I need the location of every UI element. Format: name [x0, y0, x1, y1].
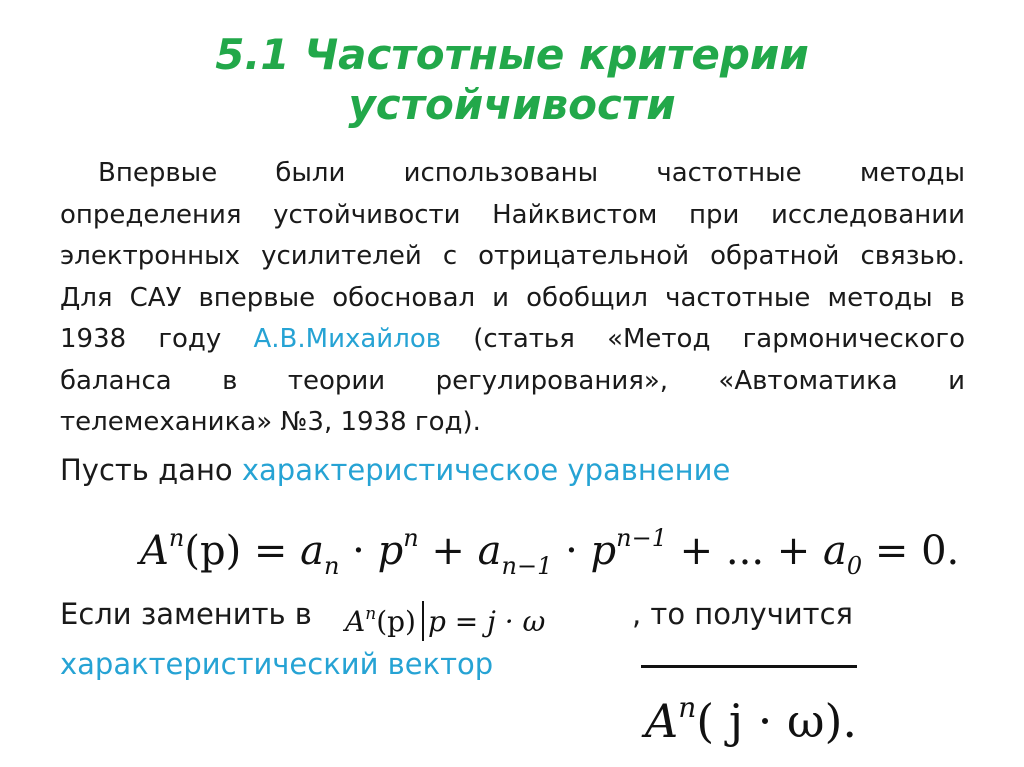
paragraph-line: Впервые были использованы частотные методы: [98, 158, 965, 188]
eq-sup: n−1: [616, 524, 667, 552]
eq-sup: n: [403, 524, 419, 552]
characteristic-vector-formula: [645, 678, 857, 751]
title-line-2: устойчивости: [348, 80, 676, 129]
eq-sup: n: [168, 524, 185, 552]
eq-op: +: [418, 528, 478, 574]
eq-sub: n: [324, 552, 340, 580]
eq-symbol: A: [140, 528, 169, 574]
characteristic-vector-term[interactable]: характеристический вектор: [60, 647, 494, 681]
eq-sub: 0: [846, 552, 863, 580]
intro-text: Пусть дано: [60, 453, 242, 487]
author-name-link[interactable]: А.В.Михайлов: [253, 324, 442, 354]
paragraph-line: электронных усилителей с отрицательной обратной связью.: [60, 241, 965, 271]
eq-op: ·: [552, 528, 591, 574]
eq-symbol: a: [300, 528, 324, 574]
paragraph-line: телемеханика» №3, 1938 год).: [60, 407, 481, 437]
eq-symbol: p: [590, 528, 617, 574]
evaluation-bar: [422, 601, 424, 641]
eq-symbol: A: [645, 694, 679, 748]
intro-line: [60, 450, 730, 490]
characteristic-equation-term[interactable]: характеристическое уравнение: [241, 453, 731, 487]
paragraph-line: [60, 319, 965, 361]
paragraph-line: определения устойчивости Найквистом при исследовании: [60, 199, 965, 230]
eq-sup: n: [365, 604, 377, 624]
characteristic-equation: [140, 508, 959, 596]
eq-op: ·: [339, 528, 378, 574]
eq-rhs: p = j · ω: [427, 605, 546, 638]
vector-overline: [641, 665, 857, 668]
eq-arg: (p): [184, 528, 242, 574]
substitution-formula: [345, 592, 545, 644]
paragraph-text: (статья «Метод гармонического: [441, 324, 965, 354]
eq-op: =: [241, 528, 301, 574]
eq-symbol: A: [345, 605, 366, 638]
eq-symbol: p: [377, 528, 404, 574]
eq-arg: ( j · ω).: [696, 694, 858, 748]
paragraph-line: Для САУ впервые обосновал и обобщил частотные методы в: [60, 282, 965, 313]
eq-op: + ... +: [666, 528, 824, 574]
paragraph-line: баланса в теории регулирования», «Автоматика и: [60, 365, 965, 396]
eq-symbol: a: [823, 528, 847, 574]
eq-op: = 0.: [862, 528, 960, 574]
slide-title: [0, 30, 1024, 130]
title-line-1: 5.1 Частотные критерии: [215, 30, 809, 79]
substitution-text: Если заменить в: [60, 597, 312, 631]
substitution-result-text: , то получится: [632, 597, 853, 631]
paragraph-text: 1938 году: [60, 324, 254, 354]
history-paragraph: [60, 153, 965, 444]
eq-symbol: a: [477, 528, 502, 574]
eq-sup: n: [678, 691, 697, 724]
eq-arg: (p): [376, 605, 416, 638]
eq-sub: n−1: [501, 552, 553, 580]
